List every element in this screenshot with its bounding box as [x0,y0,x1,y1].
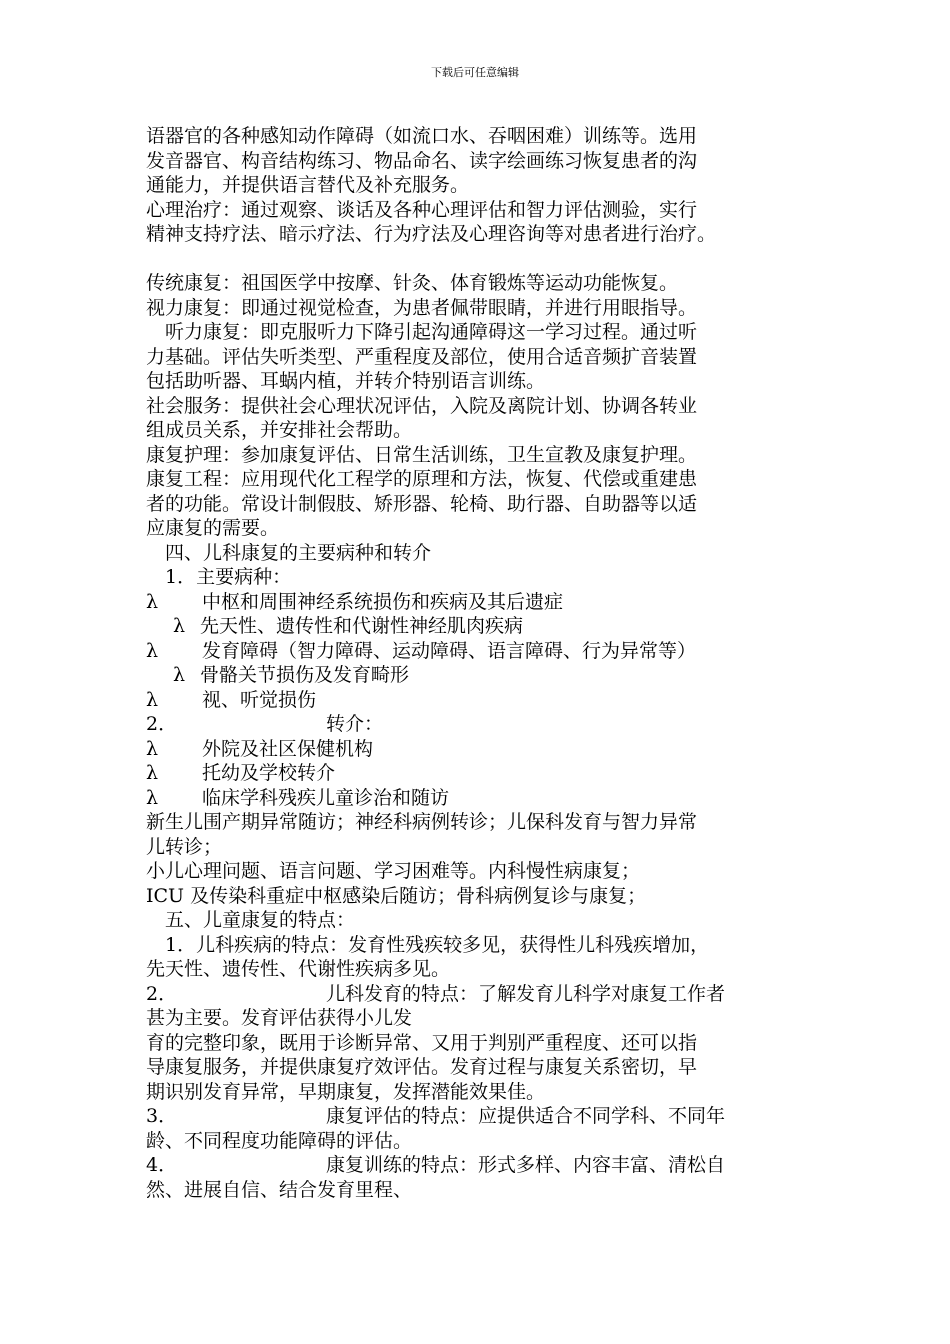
bullet-marker: λ [146,762,159,784]
item-text: 儿科发育的特点：了解发育儿科学对康复工作者 [326,982,726,1005]
item-text: 康复训练的特点：形式多样、内容丰富、清松自 [326,1154,726,1176]
bullet-marker: λ [146,737,159,760]
bullet-marker: λ [173,664,186,686]
section-heading: 四、儿科康复的主要病种和转介 [165,541,432,564]
item-number: 2． [146,713,178,735]
blank-line [146,247,818,272]
text-line: 康复工程：应用现代化工程学的原理和方法，恢复、代偿或重建患 [146,468,698,490]
text-line: 甚为主要。发育评估获得小儿发 [146,1007,413,1029]
item-number: 3． [146,1105,178,1127]
list-item [146,614,818,639]
list-item-text: 先天性、遗传性和代谢性神经肌肉疾病 [200,615,524,637]
text-line: 通能力，并提供语言替代及补充服务。 [146,174,470,196]
text-line: 者的功能。常设计制假肢、矫形器、轮椅、助行器、自助器等以适 [146,492,698,515]
text-line: 听力康复：即克服听力下降引起沟通障碍这一学习过程。通过听 [165,321,698,343]
list-item [146,786,818,811]
text-line: 精神支持疗法、暗示疗法、行为疗法及心理咨询等对患者进行治疗。 [146,223,717,245]
list-item [146,590,818,615]
page-header: 下载后可任意编辑 [431,66,519,79]
list-item [146,737,818,762]
numbered-line [146,712,818,737]
item-number: 4． [146,1154,178,1176]
text-line: 视力康复：即通过视觉检查，为患者佩带眼睛，并进行用眼指导。 [146,296,698,319]
bullet-marker: λ [146,590,159,613]
text-line: 社会服务：提供社会心理状况评估，入院及离院计划、协调各转业 [146,394,698,417]
text-line: 语器官的各种感知动作障碍（如流口水、吞咽困难）训练等。选用 [146,125,698,147]
numbered-line [146,1104,818,1129]
text-line: 传统康复：祖国医学中按摩、针灸、体育锻炼等运动功能恢复。 [146,272,679,294]
text-line: 然、进展自信、结合发育里程、 [146,1178,413,1201]
text-line: 发音器官、构音结构练习、物品命名、读字绘画练习恢复患者的沟 [146,149,698,172]
list-item-text: 骨骼关节损伤及发育畸形 [200,664,410,686]
text-line: 1．儿科疾病的特点：发育性残疾较多见，获得性儿科残疾增加， [165,933,710,956]
numbered-line [146,982,818,1007]
list-item-text: 托幼及学校转介 [202,762,336,784]
list-item-text: 中枢和周围神经系统损伤和疾病及其后遗症 [202,590,564,613]
text-line: 龄、不同程度功能障碍的评估。 [146,1129,413,1152]
text-line: 包括助听器、耳蜗内植，并转介特别语言训练。 [146,370,546,392]
text-line: 先天性、遗传性、代谢性疾病多见。 [146,958,451,980]
numbered-line [146,1153,818,1178]
item-text: 转介： [326,713,384,735]
text-line: 新生儿围产期异常随访；神经科病例转诊；儿保科发育与智力异常 [146,811,698,833]
bullet-marker: λ [146,786,159,809]
text-line: 心理治疗：通过观察、谈话及各种心理评估和智力评估测验，实行 [146,198,698,221]
text-line: 康复护理：参加康复评估、日常生活训练，卫生宣教及康复护理。 [146,443,698,466]
text-line: 应康复的需要。 [146,517,280,539]
list-item-text: 临床学科残疾儿童诊治和随访 [202,786,450,809]
document-body [146,124,818,1202]
list-item [146,639,818,664]
subheading: 1．主要病种： [165,566,292,588]
list-item-text: 发育障碍（智力障碍、运动障碍、语言障碍、行为异常等） [202,639,697,662]
list-item-text: 外院及社区保健机构 [202,737,374,760]
bullet-marker: λ [146,639,159,662]
text-line: 导康复服务，并提供康复疗效评估。发育过程与康复关系密切，早 [146,1056,698,1078]
list-item [146,688,818,713]
list-item [146,663,818,688]
bullet-marker: λ [173,615,186,637]
text-line: 小儿心理问题、语言问题、学习困难等。内科慢性病康复； [146,860,641,882]
text-line: 期识别发育异常，早期康复，发挥潜能效果佳。 [146,1080,546,1103]
text-line: 育的完整印象，既用于诊断异常、又用于判别严重程度、还可以指 [146,1031,698,1054]
list-item [146,761,818,786]
text-line: 力基础。评估失听类型、严重程度及部位，使用合适音频扩音装置 [146,345,698,368]
item-number: 2． [146,982,178,1005]
text-line: 组成员关系，并安排社会帮助。 [146,419,413,441]
bullet-marker: λ [146,688,159,711]
section-heading: 五、儿童康复的特点： [165,909,356,931]
text-line: ICU 及传染科重症中枢感染后随访；骨科病例复诊与康复； [146,884,647,907]
text-line: 儿转诊； [146,835,223,858]
list-item-text: 视、听觉损伤 [202,688,317,711]
item-text: 康复评估的特点：应提供适合不同学科、不同年 [326,1105,726,1127]
